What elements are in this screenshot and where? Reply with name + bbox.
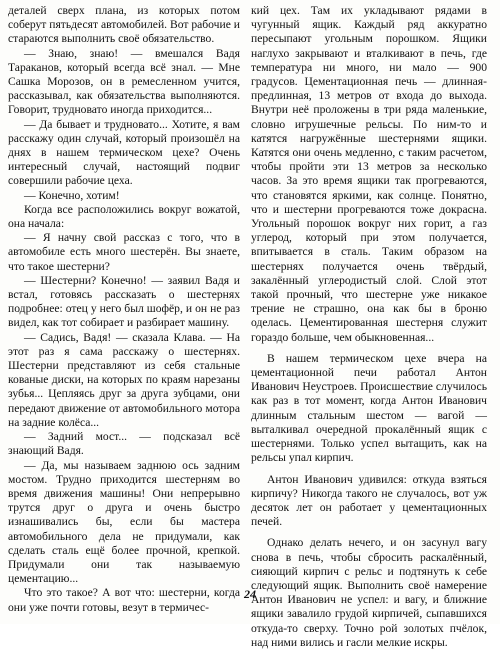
paragraph: кий цех. Там их укладывают рядами в чугунный ящик. Каждый ряд аккуратно пересыпают угольным порошком. Ящики наглухо закрывают и вталкивают в печь, где температура ни много, ни мало — 900 градусов. Цементационная печь — длинная-предлинная, 13 метров от входа до выхода. Внутри неё проложены в три ряда маленькие, словно игрушечные рельсы. По ним-то и катятся нагружённые шестернями ящики. Катятся они очень медленно, с таким расчетом, чтобы пройти эти 13 метров за несколько часов. За это время ящики так прогреваются, что становятся яркими, как солнце. Понятно, что и шестерни прогреваются тоже докрасна. Угольный порошок вокруг них горит, а газ углерод, который при этом получается, впитывается в сталь. Таким образом на шестернях получается очень твёрдый, закалённый углеродистый слой. Слой этот такой прочный, что шестерне уже никакое трение не страшно, она как бы в броню оделась. Цементированная шестерня служит гораздо больше, чем обыкновенная... — [251, 4, 487, 344]
paragraph: — Конечно, хотим! — [24, 188, 120, 202]
right-text-column — [251, 4, 487, 650]
paragraph: В нашем термическом цехе вчера на цементационной печи работал Антон Иванович Неустроев. Происшествие случилось как раз в тот момент, когда Антон Иванович длинным стальным шестом — вагой — выталкивал очередной прокалённый ящик с шестернями. Только успел вытащить, как на рельсы упал кирпич. — [251, 351, 487, 465]
paragraph: Что это такое? А вот что: шестерни, когда они уже почти готовы, везут в термичес- — [8, 586, 240, 614]
paragraph: — Знаю, знаю! — вмешался Вадя Тараканов, который всегда всё знал. — Мне Сашка Морозов, он в ремесленном учится, рассказывал, как обязательства выполняются. Говорит, трудновато иногда приходится... — [8, 46, 240, 117]
left-text-column — [8, 4, 240, 615]
paragraph: — Я начну свой рассказ с того, что в автомобиле есть много шестерён. Вы знаете, что такое шестерни? — [8, 231, 240, 273]
paragraph: — Садись, Вадя! — сказала Клава. — На этот раз я сама расскажу о шестернях. Шестерни представляют из себя стальные кованые диски, на которых по краям нарезаны зубья... Цепляясь друг за друга зубцами, они передают движение от автомобильного мотора на задние колёса... — [8, 330, 240, 429]
page-number: 24 — [244, 587, 256, 601]
paragraph: — Да бывает и трудновато... Хотите, я вам расскажу один случай, который произошёл на днях в нашем термическом цехе? Очень интересный случай, настоящий подвиг совершили рабочие цеха. — [8, 117, 240, 188]
paragraph: Антон Иванович удивился: откуда взяться кирпичу? Никогда такого не случалось, вот уж десяток лет он работает у цементационных печей. — [251, 472, 487, 529]
paragraph: деталей сверх плана, из которых потом соберут пятьдесят автомобилей. Вот рабочие и стараются выполнить своё обязательство. — [8, 4, 240, 46]
paragraph: — Да, мы называем заднюю ось задним мостом. Трудно приходится шестерням во время движения машины! Они непрерывно трутся друг о друга и очень быстро изнашивались бы, если бы мастера автомобильного дела не придумали, как сделать сталь ещё более прочной, крепкой. Придумали они так называемую цементацию... — [8, 458, 240, 586]
paragraph: Когда все расположились вокруг вожатой, она начала: — [8, 202, 240, 231]
paragraph: — Шестерни? Конечно! — заявил Вадя и встал, готовясь рассказать о шестернях подробнее: отец у него был шофёр, и он не раз видел, как тот собирает и разбирает машину. — [8, 273, 240, 330]
paragraph: — Задний мост... — подсказал всё знающий Вадя. — [8, 430, 240, 458]
paragraph: Однако делать нечего, и он засунул вагу снова в печь, чтобы сбросить раскалённый, сияющий кирпич с рельс и подтянуть к себе следующий ящик. Выполнить своё намерение Антон Иванович не успел: и вагу, и ближние ящики завалило грудой кирпичей, сыпавшихся откуда-то сверху. Точно рой золотых пчёлок, над ними вились и гасли мелкие искры. — [251, 536, 487, 649]
